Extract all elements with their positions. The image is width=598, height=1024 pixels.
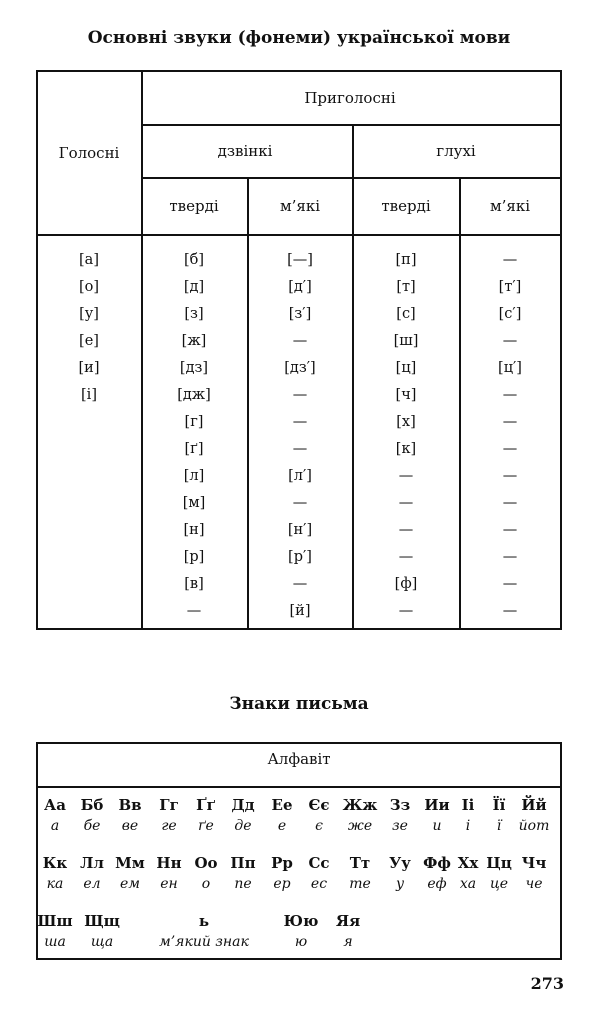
phoneme-cell: [г] <box>184 414 204 430</box>
phoneme-cell: — <box>502 441 518 457</box>
header-consonants: Приголосні <box>304 89 396 107</box>
letter-name: пе <box>234 876 252 892</box>
phoneme-cell: [дж] <box>177 387 211 403</box>
phoneme-table <box>36 70 562 630</box>
letter-entry <box>519 796 550 834</box>
divider <box>141 72 143 628</box>
phoneme-cell: [н′] <box>287 522 313 538</box>
letter-name: ер <box>273 876 291 892</box>
phoneme-cell: — <box>502 549 518 565</box>
phoneme-cell: [ц] <box>395 360 417 376</box>
phoneme-cell: — <box>502 414 518 430</box>
letter-name: ес <box>310 876 328 892</box>
divider <box>247 177 249 628</box>
letter-entry <box>194 854 217 892</box>
divider <box>459 177 461 628</box>
letter-glyphs: Пп <box>230 854 256 872</box>
letter-entry <box>231 796 254 834</box>
phoneme-cell: [л] <box>183 468 205 484</box>
letter-name: о <box>201 876 211 892</box>
letter-glyphs: Цц <box>486 854 512 872</box>
letter-name: ка <box>46 876 64 892</box>
letter-entry <box>230 854 255 892</box>
phoneme-cell: [д] <box>183 279 205 295</box>
letter-entry <box>37 912 72 950</box>
phoneme-cell: [и] <box>78 360 100 376</box>
letter-entry <box>118 796 141 834</box>
letter-glyphs: Юю <box>283 912 319 930</box>
letter-glyphs: Мм <box>115 854 145 872</box>
letter-name: ха <box>459 876 477 892</box>
letter-name: че <box>525 876 543 892</box>
phoneme-cell: [ф] <box>394 576 418 592</box>
letter-entry <box>423 854 451 892</box>
letter-glyphs: Єє <box>308 796 330 814</box>
letter-name: ї <box>496 818 502 834</box>
phoneme-cell: [з′] <box>288 306 312 322</box>
header-voiceless: глухі <box>436 142 476 160</box>
phoneme-table-title: Основні звуки (фонеми) української мови <box>87 28 511 48</box>
phoneme-cell: [а] <box>79 252 99 268</box>
letter-glyphs: Ии <box>424 796 450 814</box>
letter-glyphs: Жж <box>342 796 378 814</box>
page-number: 273 <box>530 974 564 993</box>
header-voiced-soft: м’які <box>279 197 321 215</box>
phoneme-cell: [м] <box>182 495 206 511</box>
phoneme-cell: [—] <box>287 252 313 268</box>
letter-glyphs: Дд <box>231 796 255 814</box>
phoneme-cell: — <box>502 522 518 538</box>
letter-name: те <box>349 876 371 892</box>
phoneme-cell: — <box>502 495 518 511</box>
letter-glyphs: Тт <box>349 854 371 872</box>
letter-entry <box>271 854 293 892</box>
letter-entry <box>84 912 120 950</box>
letter-name: а <box>50 818 60 834</box>
phoneme-cell: [ш] <box>393 333 419 349</box>
phoneme-cell: [с′] <box>498 306 522 322</box>
phoneme-cell: — <box>502 252 518 268</box>
letter-entry <box>81 796 104 834</box>
letter-name: ю <box>294 934 308 950</box>
phoneme-cell: [ґ] <box>184 441 204 457</box>
letter-name: де <box>234 818 252 834</box>
letter-glyphs: Нн <box>156 854 182 872</box>
phoneme-cell: — <box>292 495 308 511</box>
letter-glyphs: Уу <box>389 854 411 872</box>
phoneme-cell: [с] <box>396 306 416 322</box>
phoneme-cell: [ч] <box>395 387 417 403</box>
letter-glyphs: ь <box>198 912 210 930</box>
phoneme-cell: — <box>502 468 518 484</box>
letter-entry <box>43 854 67 892</box>
letter-glyphs: Гг <box>159 796 179 814</box>
phoneme-cell: [ж] <box>181 333 207 349</box>
phoneme-cell: [р] <box>183 549 205 565</box>
letter-entry <box>458 854 479 892</box>
letter-name: е <box>277 818 287 834</box>
letter-name: бе <box>83 818 101 834</box>
alphabet-title: Алфавіт <box>267 750 331 768</box>
letter-entry <box>159 912 249 950</box>
phoneme-cell: [дз′] <box>284 360 316 376</box>
divider <box>352 124 354 628</box>
letter-name: ем <box>120 876 140 892</box>
phoneme-cell: [т′] <box>498 279 522 295</box>
phoneme-cell: [б] <box>183 252 205 268</box>
phoneme-cell: [е] <box>79 333 99 349</box>
letter-name: йот <box>518 818 550 834</box>
letter-entry <box>196 796 216 834</box>
letter-entry <box>115 854 145 892</box>
phoneme-cell: — <box>502 576 518 592</box>
letter-glyphs: Ее <box>271 796 293 814</box>
letter-name: ща <box>90 934 114 950</box>
phoneme-cell: [т] <box>396 279 416 295</box>
letter-glyphs: Її <box>492 796 506 814</box>
phoneme-cell: [й] <box>289 603 311 619</box>
letter-entry <box>284 912 319 950</box>
letter-glyphs: Кк <box>42 854 68 872</box>
phoneme-cell: — <box>398 468 414 484</box>
letter-glyphs: Аа <box>44 796 66 814</box>
letter-name: і <box>465 818 471 834</box>
phoneme-cell: [п] <box>395 252 417 268</box>
phoneme-cell: [х] <box>396 414 416 430</box>
letter-entry <box>522 854 547 892</box>
divider <box>141 177 560 179</box>
phoneme-cell: — <box>398 603 414 619</box>
letter-name: ґе <box>198 818 214 834</box>
letter-name: ве <box>121 818 139 834</box>
letter-glyphs: Лл <box>80 854 104 872</box>
letter-entry <box>80 854 104 892</box>
letter-glyphs: Чч <box>521 854 547 872</box>
letter-entry <box>486 854 512 892</box>
divider <box>141 124 560 126</box>
letter-entry <box>349 854 371 892</box>
phoneme-cell: — <box>398 549 414 565</box>
letter-glyphs: Рр <box>271 854 293 872</box>
phoneme-cell: [дз] <box>179 360 209 376</box>
letter-name: и <box>432 818 442 834</box>
letter-glyphs: Іі <box>461 796 475 814</box>
letter-glyphs: Бб <box>80 796 104 814</box>
phoneme-cell: — <box>292 333 308 349</box>
header-vowels: Голосні <box>58 144 120 162</box>
header-voiceless-soft: м’які <box>489 197 531 215</box>
letter-name: ен <box>160 876 178 892</box>
letter-glyphs: Оо <box>194 854 218 872</box>
phoneme-cell: — <box>292 576 308 592</box>
phoneme-cell: — <box>186 603 202 619</box>
letter-name: ел <box>83 876 101 892</box>
letter-entry <box>424 796 449 834</box>
phoneme-cell: — <box>292 441 308 457</box>
letter-name: ге <box>161 818 177 834</box>
letter-name: ша <box>44 934 66 950</box>
phoneme-cell: [і] <box>81 387 97 403</box>
letter-entry <box>343 796 378 834</box>
letter-name: є <box>315 818 323 834</box>
letter-glyphs: Яя <box>335 912 361 930</box>
letter-entry <box>462 796 475 834</box>
phoneme-cell: — <box>398 495 414 511</box>
phoneme-cell: — <box>292 414 308 430</box>
letter-name: я <box>343 934 353 950</box>
letter-entry <box>390 796 410 834</box>
letter-glyphs: Ґґ <box>196 796 216 814</box>
letter-entry <box>308 796 329 834</box>
alphabet-table <box>36 742 562 960</box>
letter-entry <box>308 854 329 892</box>
phoneme-cell: — <box>502 603 518 619</box>
letter-glyphs: Вв <box>118 796 142 814</box>
letter-name: еф <box>427 876 447 892</box>
phoneme-cell: [ц′] <box>498 360 522 376</box>
letter-entry <box>493 796 506 834</box>
letter-name: же <box>347 818 373 834</box>
phoneme-cell: — <box>502 333 518 349</box>
phoneme-cell: [в] <box>184 576 204 592</box>
phoneme-cell: [о] <box>78 279 100 295</box>
letter-entry <box>272 796 293 834</box>
phoneme-cell: [р′] <box>288 549 312 565</box>
phoneme-cell: [л′] <box>288 468 312 484</box>
letter-glyphs: Хх <box>457 854 479 872</box>
phoneme-cell: [з] <box>184 306 204 322</box>
letter-name: зе <box>392 818 408 834</box>
phoneme-cell: [у] <box>79 306 99 322</box>
divider <box>38 786 560 788</box>
letter-glyphs: Зз <box>389 796 411 814</box>
phoneme-cell: [н] <box>183 522 205 538</box>
letter-name: це <box>489 876 509 892</box>
phoneme-cell: — <box>398 522 414 538</box>
phoneme-cell: [д′] <box>288 279 312 295</box>
header-voiced: дзвінкі <box>217 142 273 160</box>
letter-entry <box>389 854 411 892</box>
letter-entry <box>159 796 179 834</box>
header-voiced-hard: тверді <box>169 197 219 215</box>
letter-glyphs: Сс <box>308 854 330 872</box>
letter-name: у <box>395 876 405 892</box>
letter-entry <box>44 796 66 834</box>
letter-entry <box>156 854 181 892</box>
phoneme-cell: — <box>292 387 308 403</box>
phoneme-cell: — <box>502 387 518 403</box>
phoneme-cell: [к] <box>395 441 417 457</box>
header-voiceless-hard: тверді <box>381 197 431 215</box>
divider <box>38 234 560 236</box>
letters-title: Знаки письма <box>229 694 369 714</box>
letter-entry <box>336 912 360 950</box>
letter-glyphs: Йй <box>521 796 547 814</box>
letter-glyphs: Щщ <box>84 912 120 930</box>
letter-name: м’який знак <box>159 934 249 950</box>
letter-glyphs: Фф <box>423 854 451 872</box>
letter-glyphs: Шш <box>37 912 73 930</box>
